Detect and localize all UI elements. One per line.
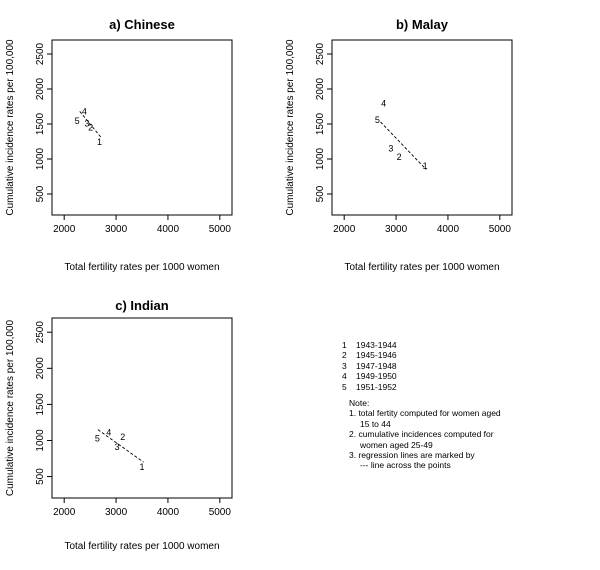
legend-code: 3 <box>342 360 347 371</box>
legend-period: 1951-1952 <box>356 381 397 392</box>
x-axis-label: Total fertility rates per 1000 women <box>64 541 220 552</box>
chart-title: a) Chinese <box>109 17 175 32</box>
x-tick-label: 5000 <box>488 224 511 235</box>
data-point-5: 5 <box>74 116 80 127</box>
legend-code: 2 <box>342 350 347 361</box>
x-tick-label: 4000 <box>156 507 180 518</box>
y-tick-label: 2000 <box>315 77 326 101</box>
note-line-continued: 15 to 44 <box>360 418 391 429</box>
note-line: 3. regression lines are marked by <box>349 450 475 461</box>
note-title: Note: <box>349 398 370 409</box>
legend-entry <box>342 340 592 350</box>
data-point-5: 5 <box>94 433 100 444</box>
plot-frame <box>52 40 232 215</box>
y-axis-label: Cumulative incidence rates per 100,000 <box>5 39 16 216</box>
data-point-4: 4 <box>381 98 387 109</box>
x-tick-label: 3000 <box>384 224 408 235</box>
y-tick-label: 500 <box>315 185 326 203</box>
y-tick-label: 1500 <box>35 393 46 416</box>
data-point-3: 3 <box>114 441 120 452</box>
legend-code: 4 <box>342 371 347 382</box>
x-tick-label: 5000 <box>208 507 231 518</box>
legend-entry <box>342 382 592 392</box>
plot-frame <box>332 40 512 215</box>
y-axis-label: Cumulative incidence rates per 100,000 <box>5 319 16 497</box>
y-tick-label: 1500 <box>315 112 326 136</box>
y-axis-label: Cumulative incidence rates per 100,000 <box>285 39 296 216</box>
legend-period: 1949-1950 <box>356 371 397 382</box>
note-line-continued: --- line across the points <box>360 460 451 471</box>
legend-code: 1 <box>342 340 347 350</box>
legend-code: 5 <box>342 381 347 392</box>
x-tick-label: 2000 <box>53 507 76 518</box>
y-tick-label: 2500 <box>35 42 46 66</box>
legend-notes-panel <box>342 340 592 471</box>
note-line-continued: women aged 25-49 <box>360 439 433 450</box>
data-point-4: 4 <box>81 106 87 117</box>
data-point-1: 1 <box>96 137 102 148</box>
legend-entry <box>342 361 592 371</box>
y-tick-label: 2000 <box>35 77 46 101</box>
legend-period: 1943-1944 <box>356 340 397 350</box>
y-tick-label: 1000 <box>35 147 46 171</box>
note-line: 2. cumulative incidences computed for <box>349 429 494 440</box>
note-lines <box>349 408 592 470</box>
y-tick-label: 1000 <box>35 429 46 452</box>
chart-title: b) Malay <box>395 17 449 32</box>
data-point-1: 1 <box>422 161 428 171</box>
x-axis-label: Total fertility rates per 1000 women <box>64 262 220 273</box>
chart-panel-3 <box>5 298 232 552</box>
x-tick-label: 2000 <box>53 224 76 235</box>
x-tick-label: 2000 <box>333 224 356 235</box>
y-tick-label: 1000 <box>315 147 326 171</box>
y-tick-label: 2000 <box>35 357 46 380</box>
regression-line <box>381 122 427 170</box>
data-point-5: 5 <box>374 114 380 125</box>
data-point-3: 3 <box>84 118 90 129</box>
x-tick-label: 4000 <box>436 224 460 235</box>
period-legend <box>342 340 592 392</box>
y-tick-label: 1500 <box>35 112 46 136</box>
note-line: 1. total fertity computed for women aged <box>349 408 501 419</box>
chart-panel-2 <box>285 17 512 273</box>
legend-entry <box>342 371 592 381</box>
legend-period: 1947-1948 <box>356 360 397 371</box>
y-tick-label: 2500 <box>315 42 326 66</box>
data-point-3: 3 <box>388 143 394 154</box>
x-axis-label: Total fertility rates per 1000 women <box>344 262 500 273</box>
x-tick-label: 5000 <box>208 224 231 235</box>
x-tick-label: 3000 <box>104 507 128 518</box>
legend-entry <box>342 350 592 360</box>
data-point-4: 4 <box>106 427 112 438</box>
x-tick-label: 4000 <box>156 224 180 235</box>
legend-period: 1945-1946 <box>356 350 397 361</box>
x-tick-label: 3000 <box>104 224 128 235</box>
data-point-2: 2 <box>88 122 94 133</box>
chart-panel-1 <box>5 17 232 273</box>
notes-block <box>342 398 592 471</box>
data-point-2: 2 <box>120 431 126 442</box>
chart-title: c) Indian <box>115 298 169 313</box>
y-tick-label: 500 <box>35 185 46 203</box>
data-point-2: 2 <box>396 151 402 162</box>
y-tick-label: 500 <box>35 468 46 485</box>
y-tick-label: 2500 <box>35 321 46 344</box>
data-point-1: 1 <box>139 462 145 473</box>
